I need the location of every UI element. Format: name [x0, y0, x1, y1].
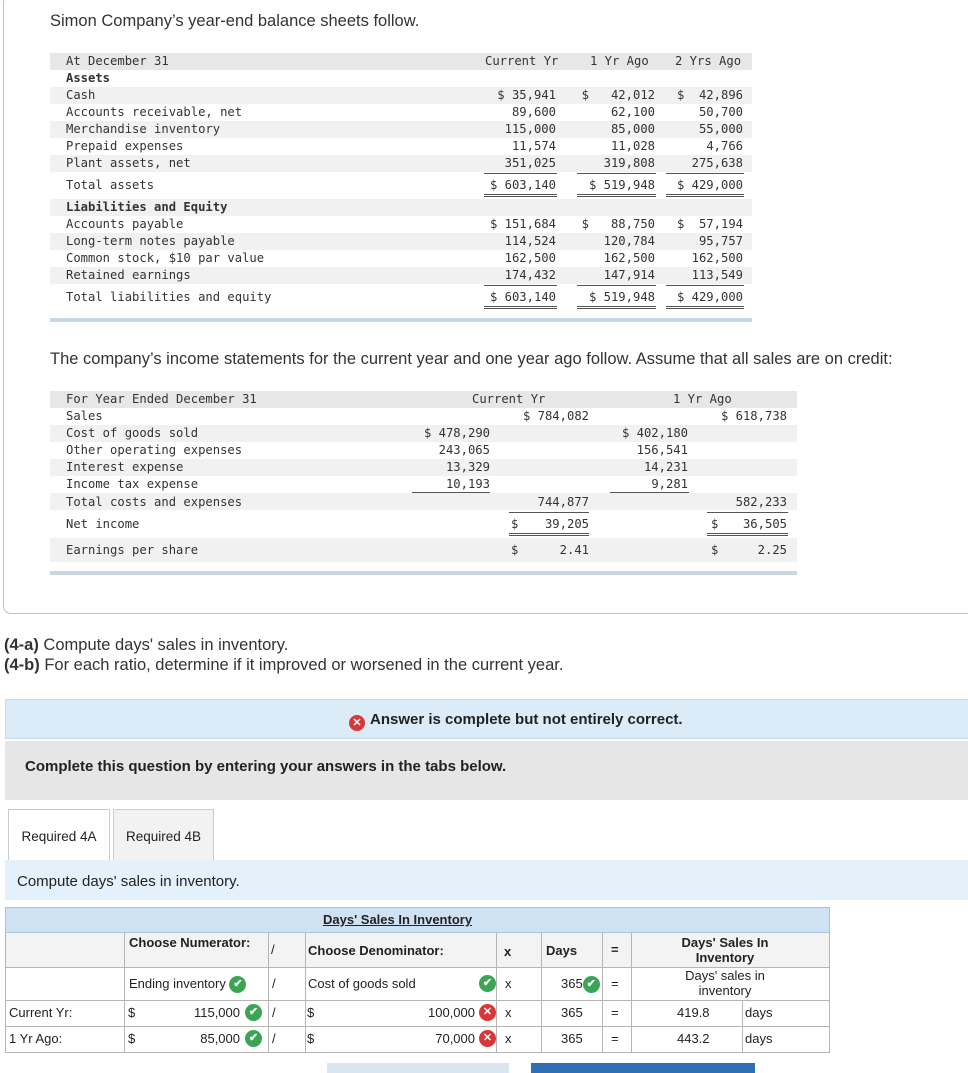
bs-value: 62,100	[610, 105, 655, 119]
total-assets-value: $ 429,000	[676, 178, 743, 192]
is-value: 13,329	[445, 460, 490, 474]
bs-value: 85,000	[610, 122, 655, 136]
bs-value: 162,500	[691, 251, 743, 265]
days-header: Days	[546, 943, 578, 958]
bs-value: 114,524	[504, 234, 556, 248]
is-col-1yr: 1 Yr Ago	[673, 392, 732, 406]
result-value: 443.2	[677, 1031, 710, 1046]
currency-symbol: $	[511, 543, 519, 557]
is-value: 10,193	[445, 477, 490, 491]
answer-status-banner	[5, 699, 968, 739]
currency-symbol: $	[711, 517, 719, 531]
bs-value: 89,600	[511, 105, 556, 119]
denominator-error	[479, 1004, 496, 1021]
bs-row-label: Accounts payable	[66, 217, 184, 231]
net-income-cy: 39,205	[544, 517, 589, 531]
is-value: 9,281	[651, 477, 688, 491]
tab-required-4b[interactable]: Required 4B	[113, 809, 214, 861]
bs-value: 147,914	[603, 268, 655, 282]
bs-value: 113,549	[691, 268, 743, 282]
currency-symbol: $	[711, 543, 719, 557]
bs-value: 11,028	[610, 139, 655, 153]
is-header-label: For Year Ended December 31	[66, 392, 257, 406]
total-le-value: $ 429,000	[676, 290, 743, 304]
slash-symbol: /	[272, 1031, 276, 1046]
bs-value: 50,700	[698, 105, 743, 119]
net-income-label: Net income	[66, 517, 140, 531]
denominator-input[interactable]: 70,000	[435, 1031, 475, 1046]
result-header: Days' Sales In Inventory	[681, 935, 769, 965]
eps-py: 2.25	[757, 543, 787, 557]
equals-symbol: =	[611, 1005, 619, 1020]
bs-value: 162,500	[504, 251, 556, 265]
bs-value: 4,766	[706, 139, 743, 153]
is-row-label: Other operating expenses	[66, 443, 243, 457]
total-costs-cy: 744,877	[537, 495, 589, 509]
is-value: $ 478,290	[423, 426, 490, 440]
bs-value: $ 35,941	[497, 88, 556, 102]
currency-symbol: $	[511, 517, 519, 531]
sales-cy: $ 784,082	[522, 409, 589, 423]
bs-header-label: At December 31	[66, 54, 169, 68]
equals-symbol: =	[611, 976, 619, 991]
total-le-label: Total liabilities and equity	[66, 290, 272, 304]
bs-row-label: Long-term notes payable	[66, 234, 235, 248]
is-row-label: Income tax expense	[66, 477, 199, 491]
slash-symbol: /	[272, 976, 276, 991]
total-le-value: $ 519,948	[588, 290, 655, 304]
days-value: 365	[561, 1005, 583, 1020]
question-4b: (4-b) For each ratio, determine if it improved or worsened in the current year.	[4, 656, 564, 674]
result-unit: days	[745, 1031, 773, 1046]
bs-value: 319,808	[603, 156, 655, 170]
correct-check-icon: ✔	[583, 976, 600, 993]
row-label-1yr-ago: 1 Yr Ago:	[9, 1031, 63, 1046]
is-row-label: Cost of goods sold	[66, 426, 199, 440]
sales-py: $ 618,738	[720, 409, 787, 423]
error-icon: ✕	[349, 715, 365, 731]
numerator-input[interactable]: 115,000	[193, 1005, 240, 1020]
bs-col-1yr: 1 Yr Ago	[590, 54, 649, 68]
bs-value: 120,784	[603, 234, 655, 248]
bs-value: 95,757	[698, 234, 743, 248]
is-value: 156,541	[636, 443, 688, 457]
days-value: 365	[561, 1031, 583, 1046]
currency-symbol: $	[307, 1005, 315, 1020]
income-intro-text: The company’s income statements for the current year and one year ago follow. Assume that all sales are on credit:	[50, 350, 893, 368]
bs-value: $ 88,750	[581, 217, 655, 231]
total-costs-label: Total costs and expenses	[66, 495, 243, 509]
net-income-py: 36,505	[742, 517, 787, 531]
days-select[interactable]: 365 ✔	[561, 976, 600, 993]
eps-cy: 2.41	[559, 543, 589, 557]
tab-required-4a[interactable]: Required 4A	[8, 809, 110, 861]
prev-tab-button[interactable]	[327, 1063, 509, 1073]
denominator-input[interactable]: 100,000	[428, 1005, 475, 1020]
bs-value: $ 42,896	[676, 88, 743, 102]
intro-text: Simon Company’s year-end balance sheets follow.	[50, 12, 420, 30]
is-value: 243,065	[438, 443, 490, 457]
is-row-label: Interest expense	[66, 460, 184, 474]
correct-check-icon: ✔	[229, 976, 246, 993]
total-assets-value: $ 519,948	[588, 178, 655, 192]
times-symbol: x	[505, 1031, 512, 1046]
bs-value: 11,574	[511, 139, 556, 153]
liabilities-heading: Liabilities and Equity	[66, 200, 228, 214]
bs-value: 174,432	[504, 268, 556, 282]
bs-value: $ 57,194	[676, 217, 743, 231]
times-symbol: x	[505, 976, 512, 991]
bs-col-2yr: 2 Yrs Ago	[675, 54, 742, 68]
bs-row-label: Merchandise inventory	[66, 122, 221, 136]
incorrect-x-icon: ✕	[479, 1030, 496, 1047]
days-sales-table	[5, 907, 830, 1053]
total-assets-label: Total assets	[66, 178, 155, 192]
bs-value: 115,000	[504, 122, 556, 136]
complete-instructions: Complete this question by entering your answers in the tabs below.	[25, 758, 507, 775]
bs-row-label: Plant assets, net	[66, 156, 191, 170]
currency-symbol: $	[128, 1005, 136, 1020]
denominator-header: Choose Denominator:	[308, 943, 444, 958]
result-subheader: Days' sales in inventory	[685, 968, 765, 998]
correct-check-icon: ✔	[245, 1004, 262, 1021]
eps-label: Earnings per share	[66, 543, 199, 557]
bs-value: 55,000	[698, 122, 743, 136]
bs-value: $ 42,012	[581, 88, 655, 102]
result-unit: days	[745, 1005, 773, 1020]
numerator-check	[245, 1030, 262, 1047]
equals-symbol: =	[611, 1031, 619, 1046]
row-label-current-yr: Current Yr:	[9, 1005, 73, 1020]
sales-label: Sales	[66, 409, 103, 423]
is-col-current: Current Yr	[472, 392, 546, 406]
result-value: 419.8	[677, 1005, 710, 1020]
correct-check-icon: ✔	[245, 1030, 262, 1047]
bs-value: $ 151,684	[489, 217, 556, 231]
slash-symbol: /	[271, 942, 275, 957]
bs-row-label: Common stock, $10 par value	[66, 251, 265, 265]
equals-symbol: =	[611, 942, 619, 957]
currency-symbol: $	[307, 1031, 315, 1046]
correct-check-icon: ✔	[479, 975, 496, 992]
answer-status-message: Answer is complete but not entirely correct.	[370, 711, 683, 728]
assets-heading: Assets	[66, 71, 111, 85]
denominator-error	[479, 1030, 496, 1047]
numerator-input[interactable]: 85,000	[200, 1031, 240, 1046]
bs-value: 275,638	[691, 156, 743, 170]
times-symbol: x	[505, 1005, 512, 1020]
tab-instruction: Compute days' sales in inventory.	[17, 873, 240, 890]
is-value: $ 402,180	[621, 426, 688, 440]
denominator-select[interactable]: Cost of goods sold	[308, 976, 416, 991]
numerator-check	[245, 1004, 262, 1021]
total-assets-value: $ 603,140	[489, 178, 556, 192]
tab-instruction-bar	[5, 860, 968, 900]
denominator-check	[479, 975, 496, 992]
currency-symbol: $	[128, 1031, 136, 1046]
bs-value: 351,025	[504, 156, 556, 170]
table-title: Days' Sales In Inventory	[323, 912, 473, 927]
times-symbol: x	[504, 944, 512, 959]
bs-row-label: Cash	[66, 88, 96, 102]
bs-value: 162,500	[603, 251, 655, 265]
numerator-header: Choose Numerator:	[129, 935, 251, 950]
total-costs-py: 582,233	[735, 495, 787, 509]
slash-symbol: /	[272, 1005, 276, 1020]
total-le-value: $ 603,140	[489, 290, 556, 304]
incorrect-x-icon: ✕	[479, 1004, 496, 1021]
bs-row-label: Retained earnings	[66, 268, 191, 282]
next-tab-button[interactable]	[531, 1063, 755, 1073]
bs-row-label: Accounts receivable, net	[66, 105, 243, 119]
bs-col-current: Current Yr	[485, 54, 559, 68]
numerator-select[interactable]: Ending inventory ✔	[129, 976, 246, 993]
instructions-bar	[5, 741, 968, 800]
bs-row-label: Prepaid expenses	[66, 139, 184, 153]
is-value: 14,231	[643, 460, 688, 474]
question-4a: (4-a) Compute days' sales in inventory.	[4, 636, 289, 654]
